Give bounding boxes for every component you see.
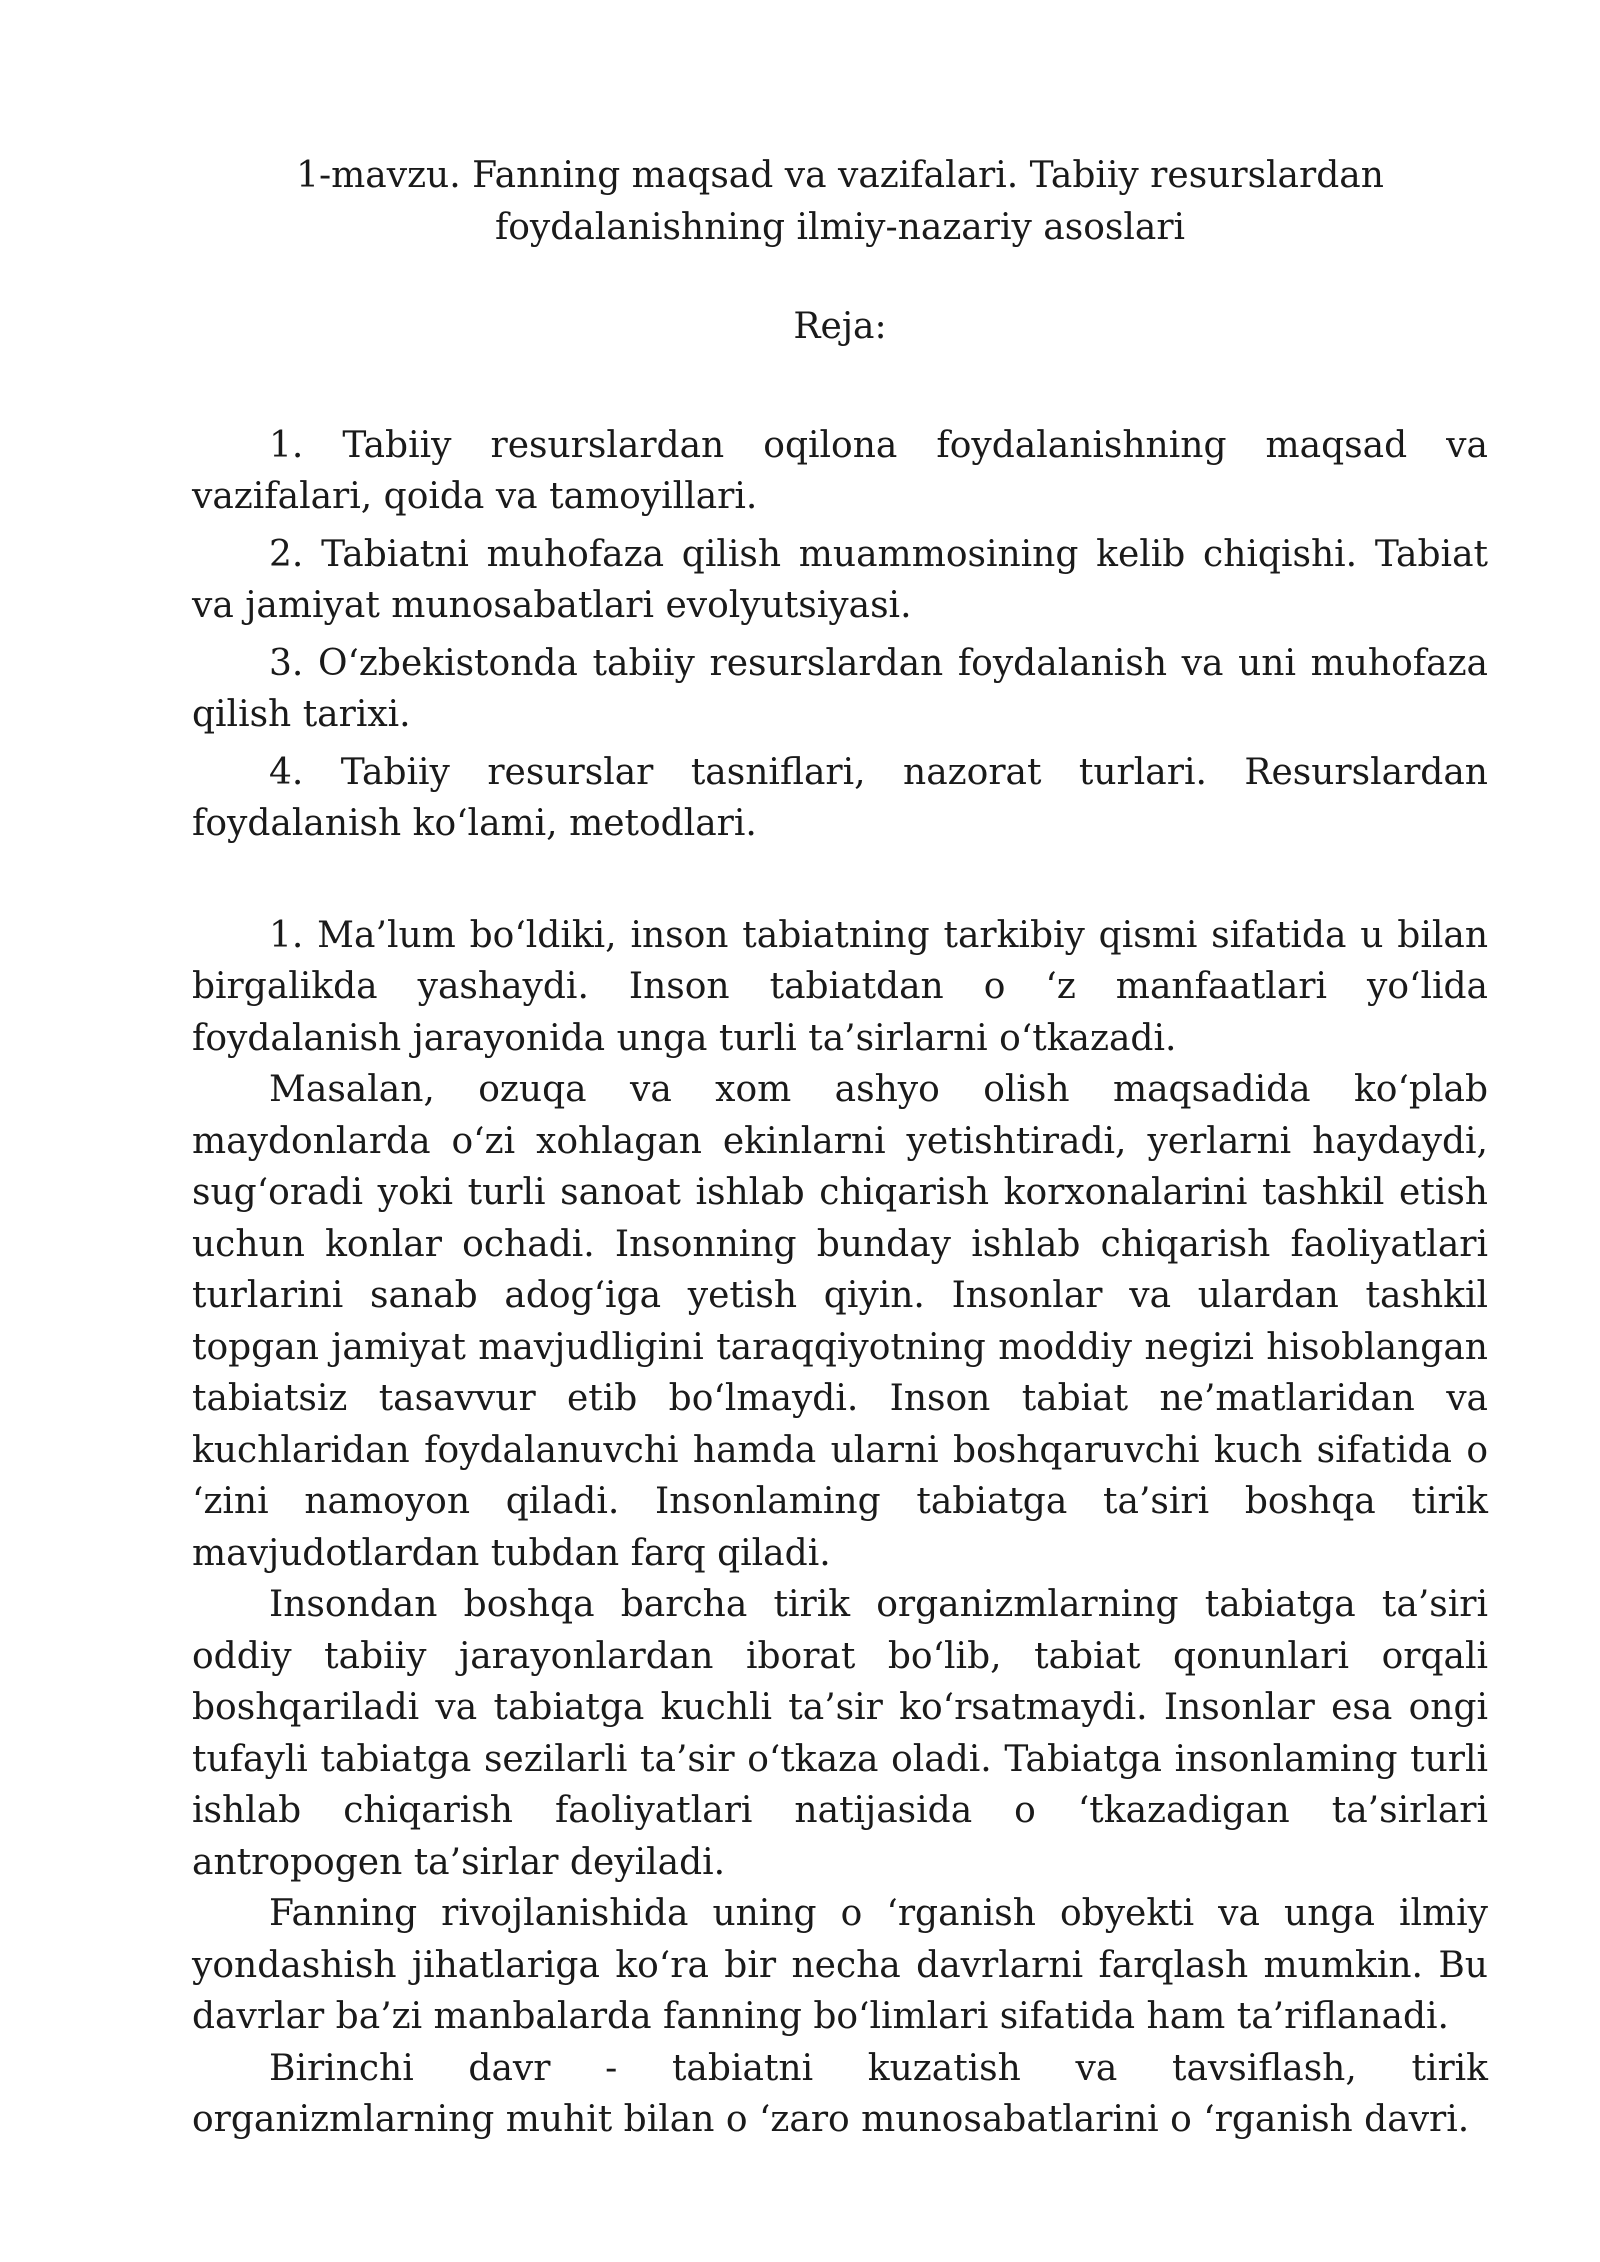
plan-item: 2. Tabiatni muhofaza qilish muammosining kelib chiqishi. Tabiat va jamiyat munosabatlari evolyutsiyasi. xyxy=(192,533,1488,626)
paragraph: Masalan, ozuqa va xom ashyo olish maqsadida ko‘plab maydonlarda o‘zi xohlagan ekinlarni yetishtiradi, yerlarni haydaydi, sug‘oradi yoki turli sanoat ishlab chiqarish korxonalarini tashkil etish uchun konlar ochadi. Insonning bunday ishlab chiqarish faoliyatlari turlarini sanab adog‘iga yetish qiyin. Insonlar va ulardan tashkil topgan jamiyat mavjudligini taraqqiyotning moddiy negizi hisoblangan tabiatsiz tasavvur etib bo‘lmaydi. Inson tabiat ne’matlaridan va kuchlaridan foydalanuvchi hamda ularni boshqaruvchi kuch sifatida o ‘zini namoyon qiladi. Insonlaming tabiatga ta’siri boshqa tirik mavjudotlardan tubdan farq qiladi. xyxy=(192,1069,1488,1574)
paragraph: 1. Ma’lum bo‘ldiki, inson tabiatning tarkibiy qismi sifatida u bilan birgalikda yashaydi. Inson tabiatdan o ‘z manfaatlari yo‘lida foydalanish jarayonida unga turli ta’sirlarni o‘tkazadi. xyxy=(192,914,1488,1059)
plan-list xyxy=(192,420,1488,850)
document-page xyxy=(192,150,1488,2146)
plan-heading: Reja: xyxy=(793,306,887,347)
paragraph: Birinchi davr - tabiatni kuzatish va tavsiflash, tirik organizmlarning muhit bilan o ‘zaro munosabatlarini o ‘rganish davri. xyxy=(192,2047,1488,2140)
page-title xyxy=(192,150,1488,253)
paragraph: Fanning rivojlanishida uning o ‘rganish obyekti va unga ilmiy yondashish jihatlariga ko‘ra bir necha davrlarni farqlash mumkin. Bu davrlar ba’zi manbalarda fanning bo‘limlari sifatida ham ta’riflanadi. xyxy=(192,1893,1488,2037)
plan-item: 1. Tabiiy resurslardan oqilona foydalanishning maqsad va vazifalari, qoida va tamoyillari. xyxy=(192,424,1488,517)
title-line-1: 1-mavzu. Fanning maqsad va vazifalari. Tabiiy resurslardan xyxy=(296,155,1384,196)
title-line-2: foydalanishning ilmiy-nazariy asoslari xyxy=(494,206,1186,248)
plan-item: 4. Tabiiy resurslar tasniflari, nazorat turlari. Resurslardan foydalanish ko‘lami, metodlari. xyxy=(192,751,1488,844)
body-text xyxy=(192,910,1488,2146)
plan-item: 3. O‘zbekistonda tabiiy resurslardan foydalanish va uni muhofaza qilish tarixi. xyxy=(192,642,1488,735)
paragraph: Insondan boshqa barcha tirik organizmlarning tabiatga ta’siri oddiy tabiiy jarayonlardan iborat bo‘lib, tabiat qonunlari orqali boshqariladi va tabiatga kuchli ta’sir ko‘rsatmaydi. Insonlar esa ongi tufayli tabiatga sezilarli ta’sir o‘tkaza oladi. Tabiatga insonlaming turli ishlab chiqarish faoliyatlari natijasida o ‘tkazadigan ta’sirlari antropogen ta’sirlar deyiladi. xyxy=(192,1584,1488,1883)
